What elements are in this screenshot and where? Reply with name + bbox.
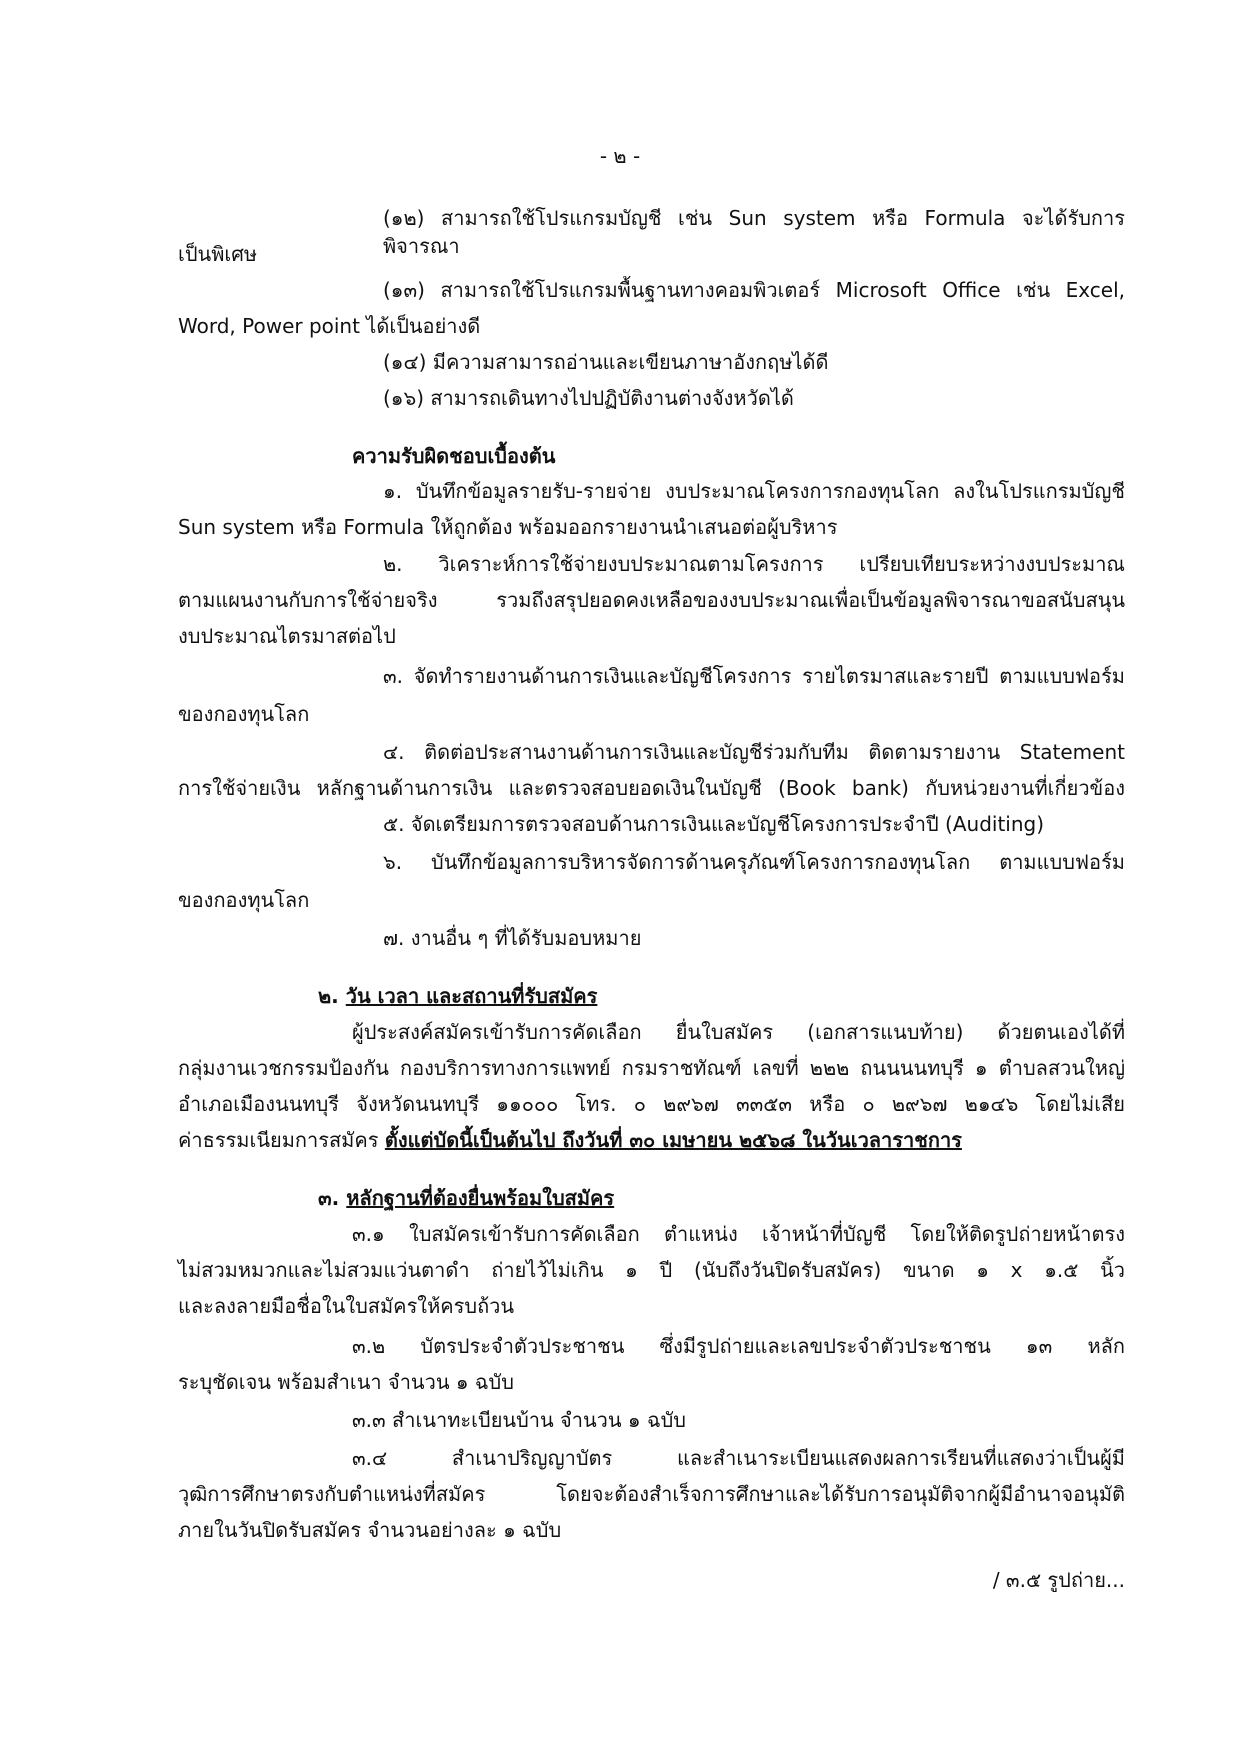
- item-3-4-line3: ภายในวันปิดรับสมัคร จำนวนอย่างละ ๑ ฉบับ: [178, 1518, 562, 1542]
- qualification-16: (๑๖) สามารถเดินทางไปปฏิบัติงานต่างจังหวัดได้: [383, 386, 794, 410]
- section-2-line4: [178, 1126, 962, 1154]
- item-3-2-line2: ระบุชัดเจน พร้อมสำเนา จำนวน ๑ ฉบับ: [178, 1370, 514, 1394]
- qualification-12-line2: เป็นพิเศษ: [178, 242, 258, 266]
- section-2-line3: อำเภอเมืองนนทบุรี จังหวัดนนทบุรี ๑๑๐๐๐ โทร. ๐ ๒๙๖๗ ๓๓๕๓ หรือ ๐ ๒๙๖๗ ๒๑๔๖ โดยไม่เสีย: [178, 1092, 1125, 1116]
- responsibility-7: ๗. งานอื่น ๆ ที่ได้รับมอบหมาย: [383, 926, 642, 950]
- qualification-13-line2: Word, Power point ได้เป็นอย่างดี: [178, 314, 481, 338]
- responsibility-3-line2: ของกองทุนโลก: [178, 702, 310, 726]
- section-2-fee-text: ค่าธรรมเนียมการสมัคร: [178, 1128, 385, 1152]
- qualification-13-line1: (๑๓) สามารถใช้โปรแกรมพื้นฐานทางคอมพิวเตอร์ Microsoft Office เช่น Excel,: [383, 278, 1125, 302]
- responsibility-1-line2: Sun system หรือ Formula ให้ถูกต้อง พร้อมออกรายงานนำเสนอต่อผู้บริหาร: [178, 515, 838, 539]
- section-3-heading: [318, 1184, 614, 1212]
- page-number: - ๒ -: [599, 144, 641, 168]
- section-3-number: ๓.: [318, 1186, 340, 1210]
- responsibility-2-line1: ๒. วิเคราะห์การใช้จ่ายงบประมาณตามโครงการ เปรียบเทียบระหว่างงบประมาณ: [383, 552, 1125, 576]
- item-3-1-line3: และลงลายมือชื่อในใบสมัครให้ครบถ้วน: [178, 1294, 515, 1318]
- qualification-12-line1: (๑๒) สามารถใช้โปรแกรมบัญชี เช่น Sun system หรือ Formula จะได้รับการพิจารณา: [383, 206, 1125, 258]
- item-3-2-line1: ๓.๒ บัตรประจำตัวประชาชน ซึ่งมีรูปถ่ายและเลขประจำตัวประชาชน ๑๓ หลัก: [352, 1334, 1125, 1358]
- section-2-title: วัน เวลา และสถานที่รับสมัคร: [345, 984, 598, 1008]
- responsibility-2-line2: ตามแผนงานกับการใช้จ่ายจริง รวมถึงสรุปยอดคงเหลือของงบประมาณเพื่อเป็นข้อมูลพิจารณาขอสนับสนุน: [178, 588, 1125, 612]
- responsibility-6-line2: ของกองทุนโลก: [178, 888, 310, 912]
- responsibility-1-line1: ๑. บันทึกข้อมูลรายรับ-รายจ่าย งบประมาณโครงการกองทุนโลก ลงในโปรแกรมบัญชี: [383, 479, 1125, 503]
- section-2-number: ๒.: [318, 984, 339, 1008]
- item-3-4-line2: วุฒิการศึกษาตรงกับตำแหน่งที่สมัคร โดยจะต้องสำเร็จการศึกษาและได้รับการอนุมัติจากผู้มีอำนาจอนุมัติ: [178, 1482, 1125, 1506]
- section-2-heading: [318, 982, 597, 1010]
- responsibility-4-line2: การใช้จ่ายเงิน หลักฐานด้านการเงิน และตรวจสอบยอดเงินในบัญชี (Book bank) กับหน่วยงานที่เกี่ยวข้อง: [178, 776, 1125, 800]
- responsibility-5: ๕. จัดเตรียมการตรวจสอบด้านการเงินและบัญชีโครงการประจำปี (Auditing): [383, 812, 1045, 836]
- section-2-deadline: ตั้งแต่บัดนี้เป็นต้นไป ถึงวันที่ ๓๐ เมษายน ๒๕๖๘ ในวันเวลาราชการ: [384, 1128, 962, 1152]
- section-2-line1: ผู้ประสงค์สมัครเข้ารับการคัดเลือก ยื่นใบสมัคร (เอกสารแนบท้าย) ด้วยตนเองได้ที่: [352, 1020, 1125, 1044]
- responsibility-3-line1: ๓. จัดทำรายงานด้านการเงินและบัญชีโครงการ รายไตรมาสและรายปี ตามแบบฟอร์ม: [383, 664, 1125, 688]
- responsibility-2-line3: งบประมาณไตรมาสต่อไป: [178, 624, 396, 648]
- item-3-1-line2: ไม่สวมหมวกและไม่สวมแว่นตาดำ ถ่ายไว้ไม่เกิน ๑ ปี (นับถึงวันปิดรับสมัคร) ขนาด ๑ x ๑.๕ นิ้ว: [178, 1258, 1125, 1282]
- qualification-14: (๑๔) มีความสามารถอ่านและเขียนภาษาอังกฤษได้ดี: [383, 350, 829, 374]
- responsibility-4-line1: ๔. ติดต่อประสานงานด้านการเงินและบัญชีร่วมกับทีม ติดตามรายงาน Statement: [383, 740, 1125, 764]
- item-3-4-line1: ๓.๔ สำเนาปริญญาบัตร และสำเนาระเบียนแสดงผลการเรียนที่แสดงว่าเป็นผู้มี: [352, 1446, 1125, 1470]
- section-2-line2: กลุ่มงานเวชกรรมป้องกัน กองบริการทางการแพทย์ กรมราชทัณฑ์ เลขที่ ๒๒๒ ถนนนนทบุรี ๑ ตำบลสวนใหญ่: [178, 1056, 1125, 1080]
- item-3-1-line1: ๓.๑ ใบสมัครเข้ารับการคัดเลือก ตำแหน่ง เจ้าหน้าที่บัญชี โดยให้ติดรูปถ่ายหน้าตรง: [352, 1222, 1125, 1246]
- item-3-3: ๓.๓ สำเนาทะเบียนบ้าน จำนวน ๑ ฉบับ: [352, 1408, 686, 1432]
- continuation-note: / ๓.๕ รูปถ่าย...: [992, 1568, 1125, 1592]
- section-3-title: หลักฐานที่ต้องยื่นพร้อมใบสมัคร: [346, 1186, 615, 1210]
- responsibilities-heading: ความรับผิดชอบเบื้องต้น: [352, 444, 556, 468]
- responsibility-6-line1: ๖. บันทึกข้อมูลการบริหารจัดการด้านครุภัณฑ์โครงการกองทุนโลก ตามแบบฟอร์ม: [383, 850, 1125, 874]
